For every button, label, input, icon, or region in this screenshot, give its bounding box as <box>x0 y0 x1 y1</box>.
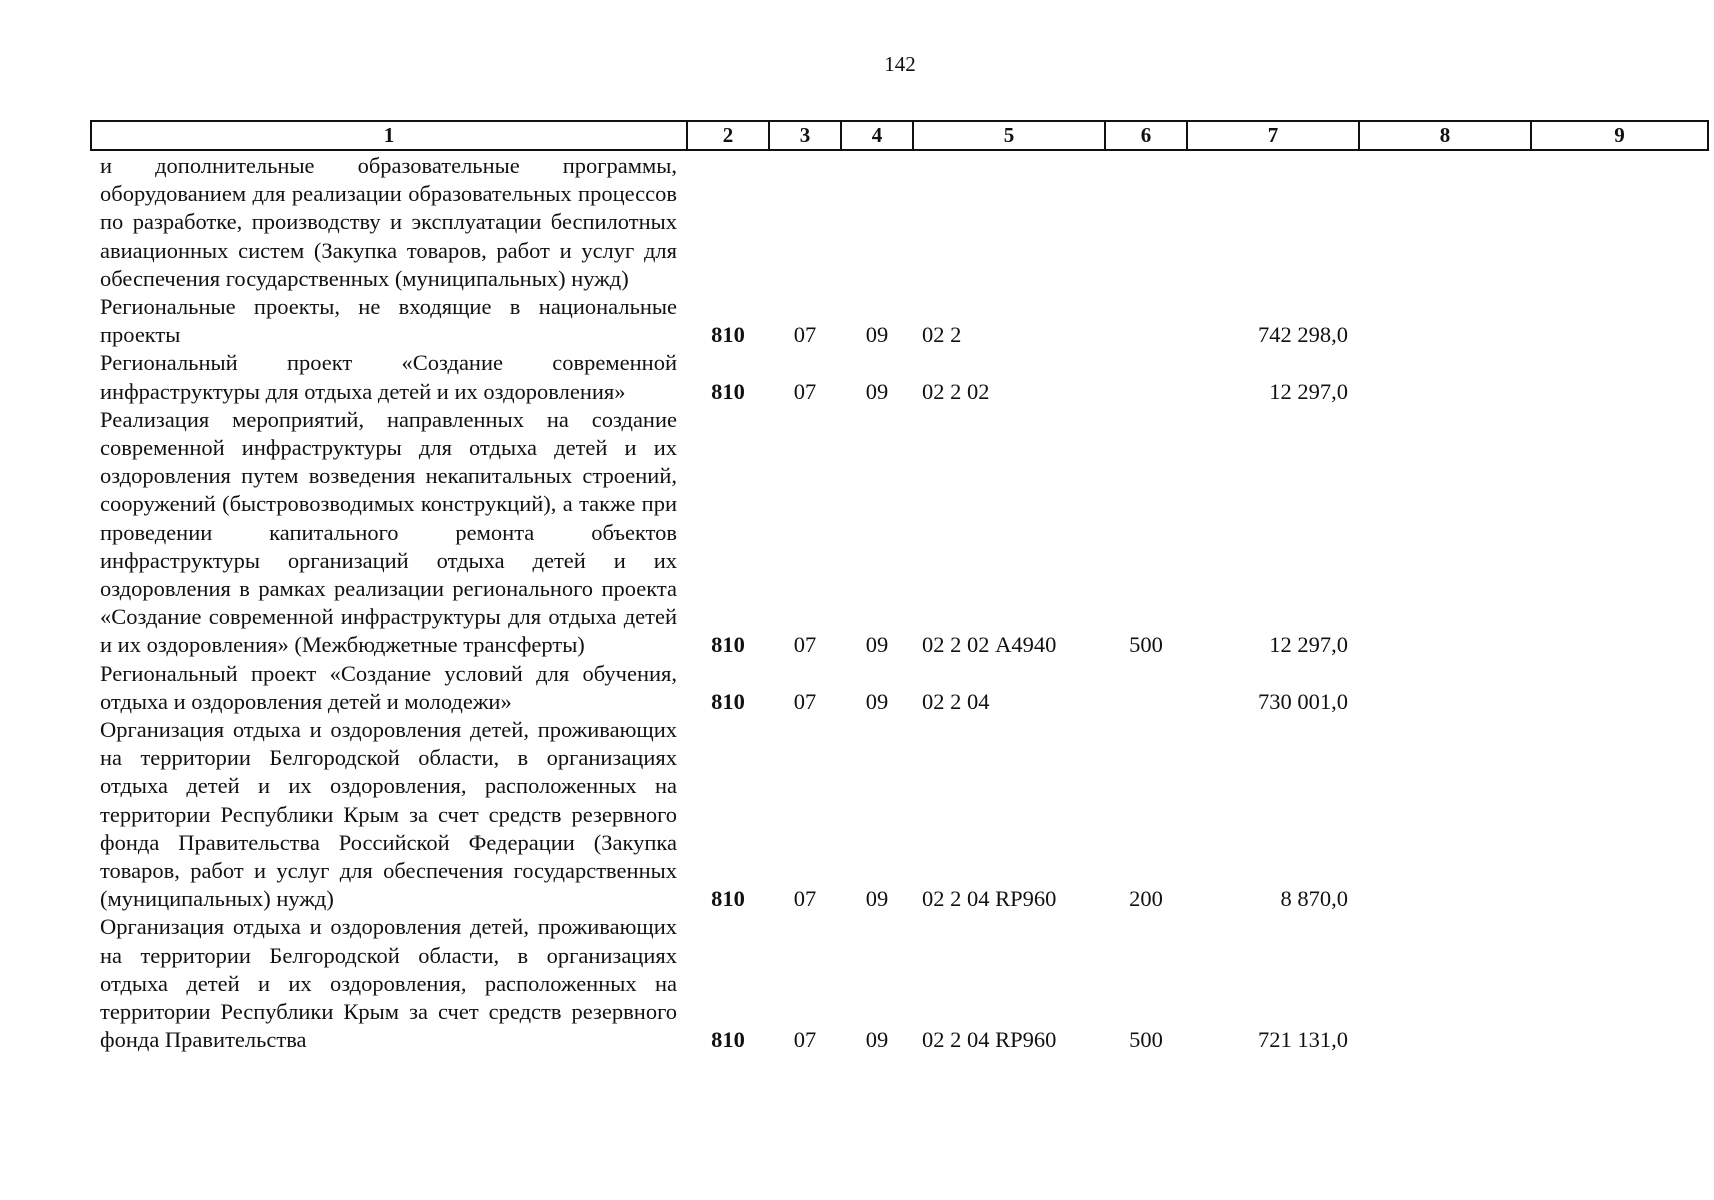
row-target: 02 2 02 <box>922 378 990 404</box>
page-number: 142 <box>884 52 916 76</box>
row-subsection: 09 <box>865 632 889 658</box>
row-name: и дополнительные образовательные программы, оборудованием для реализации образовательных процессов по разработке, производству и эксплуатации беспилотных авиационных систем (Закупка товаров, работ и услуг для обеспечения государственных (муниципальных) нужд) <box>100 153 677 291</box>
row-col8 <box>1359 716 1531 913</box>
header-col-4: 4 <box>841 121 913 150</box>
row-target: 02 2 02 А4940 <box>922 632 1057 658</box>
row-expense-type <box>1105 349 1187 405</box>
row-amount <box>1187 152 1359 293</box>
row-expense-type: 500 <box>1129 632 1163 658</box>
row-target: 02 2 04 <box>922 688 990 714</box>
header-col-3: 3 <box>769 121 841 150</box>
row-col9 <box>1531 406 1708 660</box>
row-expense-type <box>1105 152 1187 293</box>
row-col8 <box>1359 152 1531 293</box>
budget-table <box>90 120 1709 1055</box>
row-code: 810 <box>711 632 745 658</box>
row-amount: 721 131,0 <box>1258 1027 1348 1053</box>
row-subsection: 09 <box>865 1027 889 1053</box>
header-row <box>91 121 1708 150</box>
row-amount: 8 870,0 <box>1280 886 1348 912</box>
row-code: 810 <box>711 1027 745 1053</box>
row-section: 07 <box>793 1027 817 1053</box>
row-name: Региональный проект «Создание современной инфраструктуры для отдыха детей и их оздоровления» <box>100 350 677 404</box>
row-section: 07 <box>793 688 817 714</box>
header-col-2: 2 <box>687 121 769 150</box>
header-col-6: 6 <box>1105 121 1187 150</box>
row-expense-type: 200 <box>1129 886 1163 912</box>
header-col-9: 9 <box>1531 121 1708 150</box>
table-row <box>91 660 1708 716</box>
header-col-5: 5 <box>913 121 1105 150</box>
row-col9 <box>1531 716 1708 913</box>
row-expense-type <box>1105 293 1187 349</box>
row-target <box>913 152 1105 293</box>
row-col9 <box>1531 660 1708 716</box>
table-row <box>91 913 1708 1054</box>
row-section: 07 <box>793 378 817 404</box>
row-target: 02 2 04 RP960 <box>922 1027 1057 1053</box>
row-col9 <box>1531 913 1708 1054</box>
row-amount: 730 001,0 <box>1258 688 1348 714</box>
row-col8 <box>1359 349 1531 405</box>
header-col-7: 7 <box>1187 121 1359 150</box>
row-col9 <box>1531 349 1708 405</box>
row-amount: 742 298,0 <box>1258 322 1348 348</box>
row-amount: 12 297,0 <box>1269 378 1348 404</box>
row-name: Реализация мероприятий, направленных на создание современной инфраструктуры для отдыха детей и их оздоровления путем возведения некапитальных строений, сооружений (быстровозводимых конструкций), а также при проведении капитального ремонта объектов инфраструктуры организаций отдыха детей и их оздоровления в рамках реализации регионального проекта «Создание современной инфраструктуры для отдыха детей и их оздоровления» (Межбюджетные трансферты) <box>100 406 677 658</box>
table-row <box>91 406 1708 660</box>
row-target: 02 2 <box>922 322 962 348</box>
row-col8 <box>1359 913 1531 1054</box>
table-row <box>91 152 1708 293</box>
row-subsection: 09 <box>865 688 889 714</box>
row-expense-type <box>1105 660 1187 716</box>
row-section: 07 <box>793 322 817 348</box>
row-section <box>769 152 841 293</box>
row-code <box>687 152 769 293</box>
table-row <box>91 349 1708 405</box>
row-col9 <box>1531 293 1708 349</box>
row-code: 810 <box>711 322 745 348</box>
row-col8 <box>1359 406 1531 660</box>
row-code: 810 <box>711 688 745 714</box>
row-subsection: 09 <box>865 378 889 404</box>
row-code: 810 <box>711 378 745 404</box>
row-col8 <box>1359 293 1531 349</box>
row-name: Организация отдыха и оздоровления детей, проживающих на территории Белгородской области, в организациях отдыха детей и их оздоровления, расположенных на территории Республики Крым за счет средств резервного фонда Правительства Российской Федерации (Закупка товаров, работ и услуг для обеспечения государственных (муниципальных) нужд) <box>100 717 677 912</box>
table-row <box>91 716 1708 913</box>
header-col-1: 1 <box>91 121 687 150</box>
row-name: Региональный проект «Создание условий для обучения, отдыха и оздоровления детей и молодежи» <box>100 660 677 714</box>
row-col9 <box>1531 152 1708 293</box>
header-col-8: 8 <box>1359 121 1531 150</box>
row-name: Региональные проекты, не входящие в национальные проекты <box>100 294 677 348</box>
row-col8 <box>1359 660 1531 716</box>
row-target: 02 2 04 RP960 <box>922 886 1057 912</box>
row-subsection: 09 <box>865 886 889 912</box>
row-expense-type: 500 <box>1129 1027 1163 1053</box>
row-code: 810 <box>711 886 745 912</box>
row-name: Организация отдыха и оздоровления детей, проживающих на территории Белгородской области, в организациях отдыха детей и их оздоровления, расположенных на территории Республики Крым за счет средств резервного фонда Правительства <box>100 914 677 1053</box>
row-section: 07 <box>793 632 817 658</box>
row-section: 07 <box>793 886 817 912</box>
table-row <box>91 293 1708 349</box>
row-subsection <box>841 152 913 293</box>
row-subsection: 09 <box>865 322 889 348</box>
row-amount: 12 297,0 <box>1269 632 1348 658</box>
